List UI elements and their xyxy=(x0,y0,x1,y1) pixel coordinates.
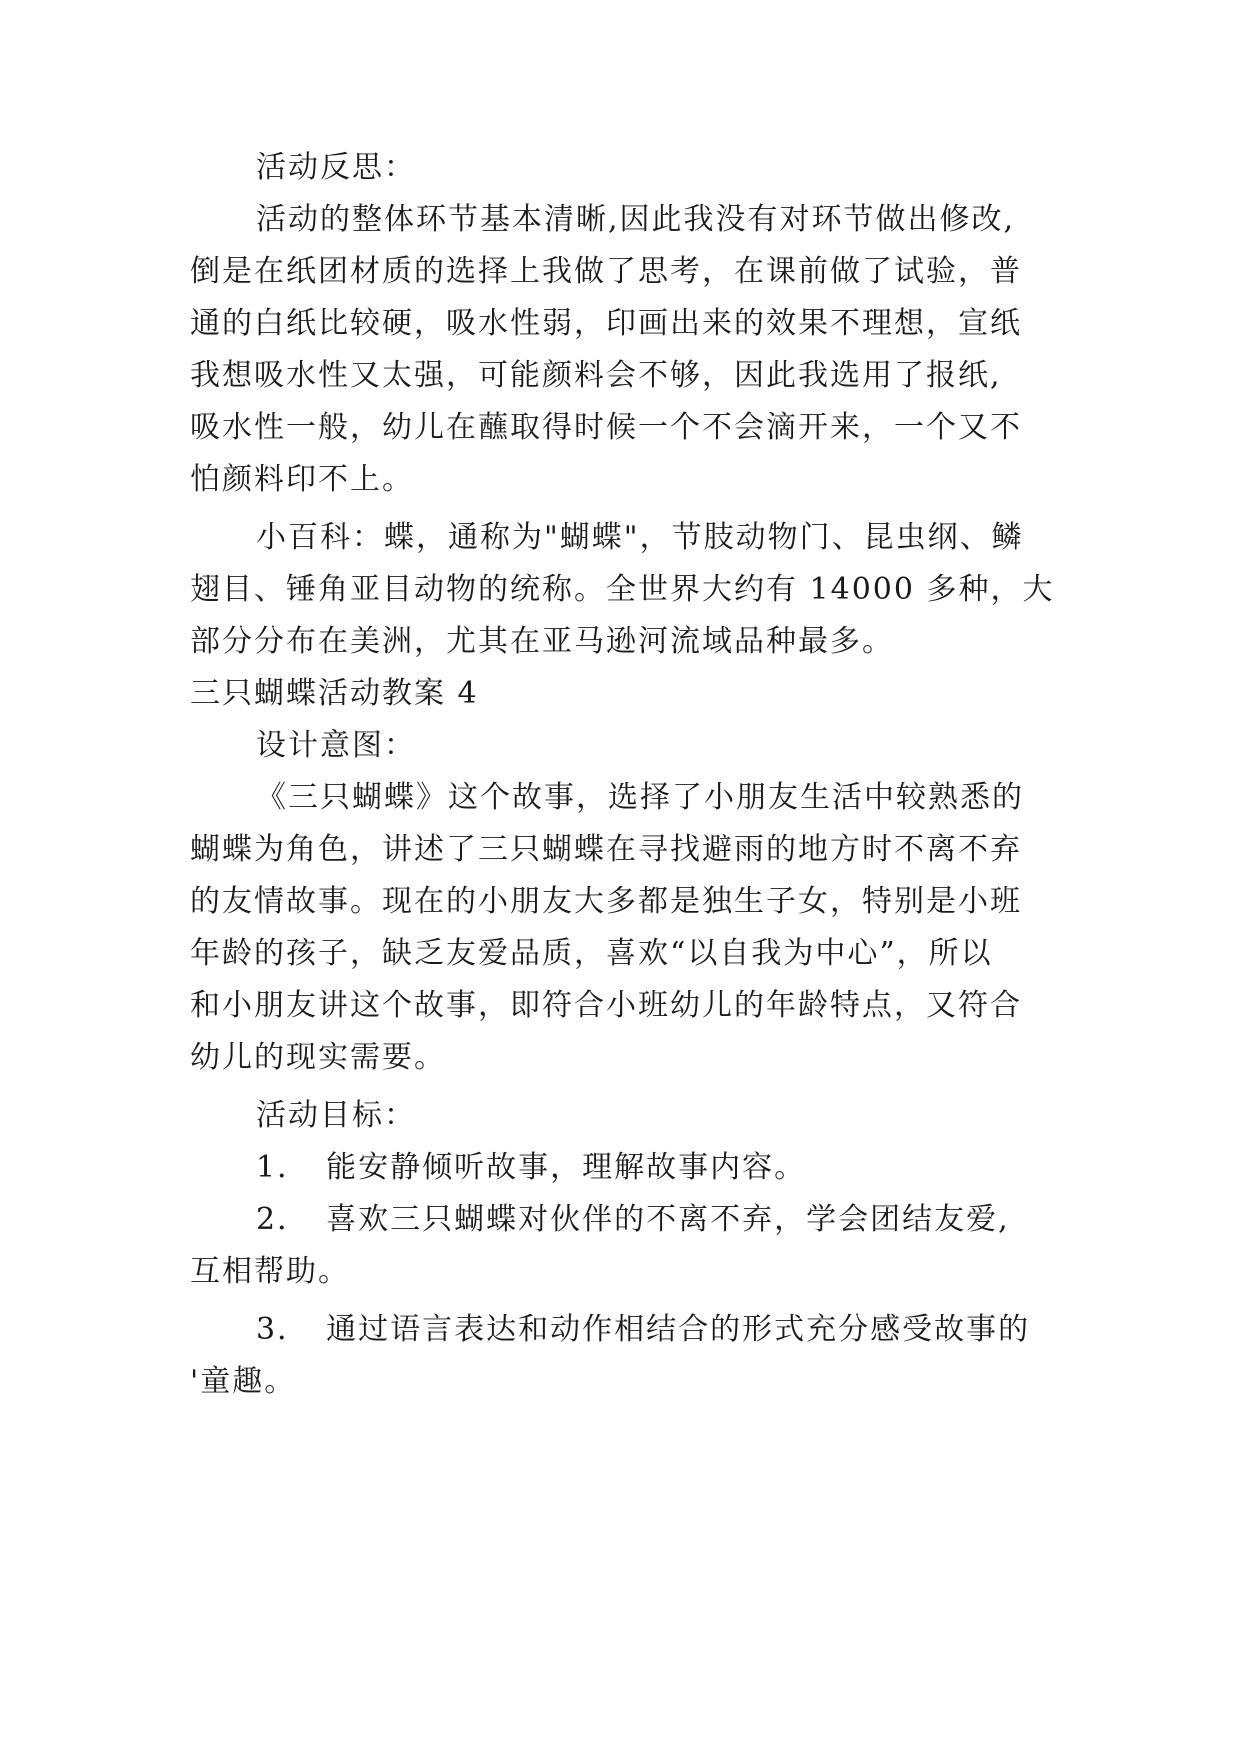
paragraph-line: 怕颜料印不上。 xyxy=(190,462,414,497)
heading-activity-goals: 活动目标： xyxy=(256,1098,416,1133)
paragraph-line: 我想吸水性又太强，可能颜料会不够，因此我选用了报纸, xyxy=(190,358,1002,393)
paragraph-line: 蝴蝶为角色，讲述了三只蝴蝶在寻找避雨的地方时不离不弃 xyxy=(190,832,1022,867)
paragraph-line: 通的白纸比较硬，吸水性弱，印画出来的效果不理想，宣纸 xyxy=(190,306,1022,341)
paragraph-line: 翅目、锤角亚目动物的统称。全世界大约有 14000 多种，大 xyxy=(190,572,1055,607)
paragraph-line: 小百科：蝶，通称为"蝴蝶"，节肢动物门、昆虫纲、鳞 xyxy=(256,520,1024,555)
heading-activity-reflection: 活动反思： xyxy=(256,150,416,185)
paragraph-line: 年龄的孩子，缺乏友爱品质，喜欢“以自我为中心”，所以 xyxy=(190,936,993,971)
paragraph-line: 互相帮助。 xyxy=(190,1254,350,1289)
heading-design-intent: 设计意图： xyxy=(256,728,416,763)
paragraph-line: '童趣。 xyxy=(190,1364,297,1399)
paragraph-line: 活动的整体环节基本清晰,因此我没有对环节做出修改, xyxy=(256,202,1016,237)
goal-item-2: 2． 喜欢三只蝴蝶对伙伴的不离不弃，学会团结友爱, xyxy=(256,1202,1010,1237)
paragraph-line: 部分分布在美洲，尤其在亚马逊河流域品种最多。 xyxy=(190,624,894,659)
goal-item-1: 1． 能安静倾听故事，理解故事内容。 xyxy=(256,1150,807,1185)
goal-item-3: 3． 通过语言表达和动作相结合的形式充分感受故事的 xyxy=(256,1312,1031,1347)
paragraph-line: 吸水性一般，幼儿在蘸取得时候一个不会滴开来，一个又不 xyxy=(190,410,1022,445)
section-title: 三只蝴蝶活动教案 4 xyxy=(190,676,479,711)
paragraph-line: 倒是在纸团材质的选择上我做了思考，在课前做了试验，普 xyxy=(190,254,1022,289)
paragraph-line: 和小朋友讲这个故事，即符合小班幼儿的年龄特点，又符合 xyxy=(190,988,1022,1023)
paragraph-line: 《三只蝴蝶》这个故事，选择了小朋友生活中较熟悉的 xyxy=(256,780,1024,815)
paragraph-line: 的友情故事。现在的小朋友大多都是独生子女，特别是小班 xyxy=(190,884,1022,919)
paragraph-line: 幼儿的现实需要。 xyxy=(190,1040,446,1075)
